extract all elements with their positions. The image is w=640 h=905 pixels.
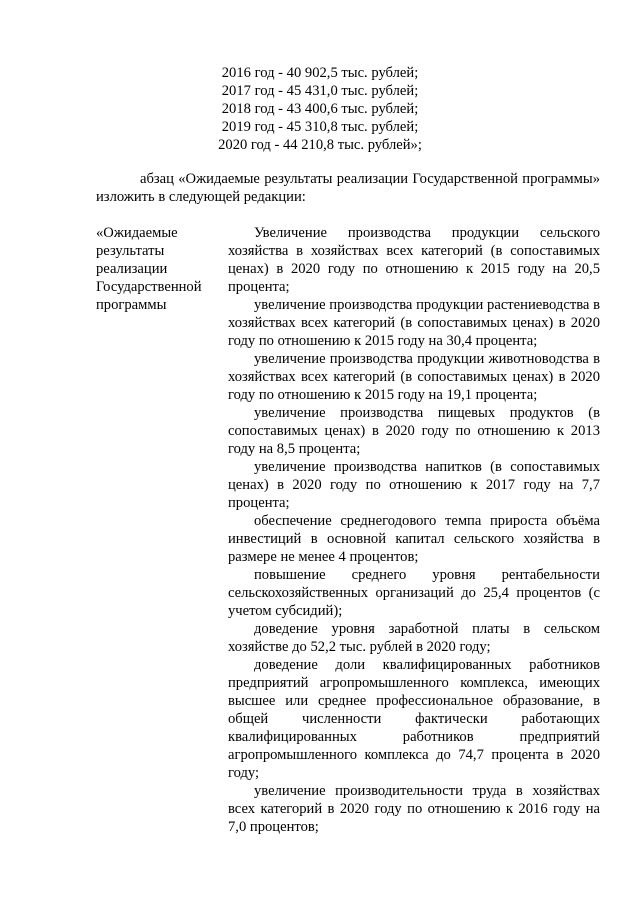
funding-years-list — [0, 64, 640, 154]
expected-result-item: доведение уровня заработной платы в сельском хозяйстве до 52,2 тыс. рублей в 2020 году; — [228, 621, 600, 655]
expected-result-item: повышение среднего уровня рентабельности сельскохозяйственных организаций до 25,4 процентов (с учетом субсидий); — [228, 567, 600, 619]
funding-year-line: 2017 год - 45 431,0 тыс. рублей; — [221, 83, 419, 99]
expected-result-item: увеличение производства напитков (в сопоставимых ценах) в 2020 году по отношению к 2017 году на 7,7 процента; — [228, 459, 600, 511]
funding-year-line: 2020 год - 44 210,8 тыс. рублей»; — [218, 137, 422, 153]
expected-result-item: увеличение производительности труда в хозяйствах всех категорий в 2020 году по отношению к 2016 году на 7,0 процентов; — [228, 783, 600, 835]
expected-result-item: увеличение производства продукции животноводства в хозяйствах всех категорий (в сопоставимых ценах) в 2020 году по отношению к 2015 году на 19,1 процента; — [228, 351, 600, 403]
amendment-intro-paragraph: абзац «Ожидаемые результаты реализации Государственной программы» изложить в следующей редакции: — [96, 171, 600, 205]
table-left-label: «Ожидаемые результаты реализации Государственной программы — [96, 225, 202, 313]
expected-result-item: обеспечение среднегодового темпа прироста объёма инвестиций в основной капитал сельского хозяйства в размере не менее 4 процентов; — [228, 513, 600, 565]
expected-result-item: доведение доли квалифицированных работников предприятий агропромышленного комплекса, имеющих высшее или среднее профессиональное образование, в общей численности фактически работающих квалифицированных работников предприятий агропромышленного комплекса до 74,7 процента в 2020 году; — [228, 657, 600, 781]
funding-year-line: 2016 год - 40 902,5 тыс. рублей; — [221, 65, 419, 81]
expected-result-item: увеличение производства продукции растениеводства в хозяйствах всех категорий (в сопоставимых ценах) в 2020 году по отношению к 2015 году на 30,4 процента; — [228, 297, 600, 349]
expected-result-item: увеличение производства пищевых продуктов (в сопоставимых ценах) в 2020 году по отношению к 2013 году на 8,5 процента; — [228, 405, 600, 457]
expected-results-list — [228, 224, 600, 836]
expected-result-item: Увеличение производства продукции сельского хозяйства в хозяйствах всех категорий (в сопоставимых ценах) в 2020 году по отношению к 2015 году на 20,5 процента; — [228, 225, 600, 295]
funding-year-line: 2019 год - 45 310,8 тыс. рублей; — [221, 119, 419, 135]
funding-year-line: 2018 год - 43 400,6 тыс. рублей; — [221, 101, 419, 117]
